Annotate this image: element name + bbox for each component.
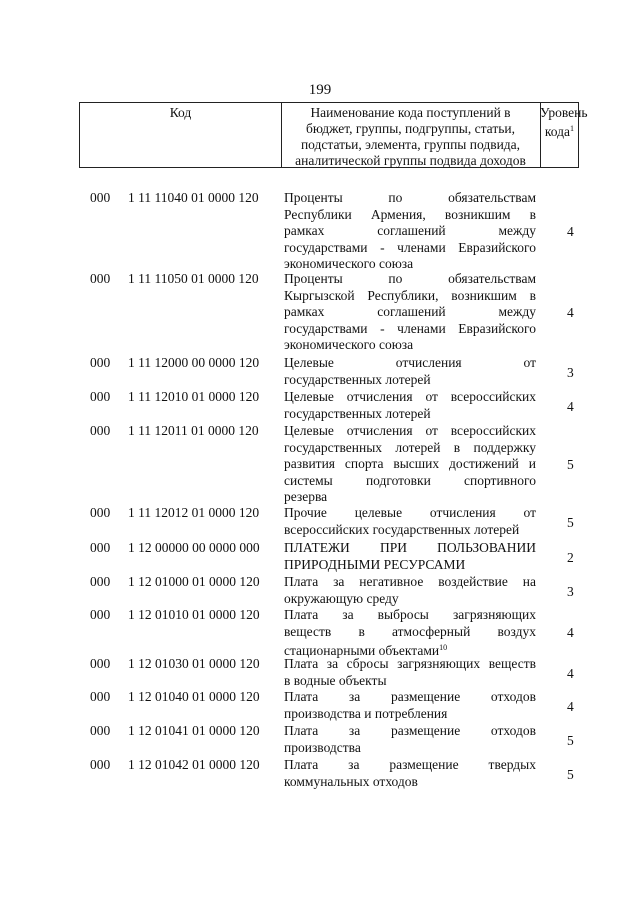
description-line-text: Плата за сбросы загрязняющих веществ [284, 656, 536, 671]
admin-code: 000 [90, 355, 111, 370]
description-line [284, 656, 536, 673]
header-name-line: аналитической группы подвида доходов [295, 153, 526, 168]
description-line-text: Прочие целевые отчисления от [284, 505, 536, 520]
description-line-text: экономического союза [284, 256, 414, 272]
code-description [284, 757, 536, 790]
description-line-text: государствами - членами Евразийского [284, 239, 536, 255]
budget-code: 1 12 01010 01 0000 120 [128, 607, 260, 622]
description-line-text: Плата за размещение отходов [284, 723, 536, 738]
description-line [284, 505, 536, 522]
description-line [284, 271, 536, 288]
description-line-text: Целевые отчисления от [284, 355, 536, 370]
code-level: 5 [567, 767, 574, 782]
description-line [284, 355, 536, 372]
description-line-text: ПЛАТЕЖИ ПРИ ПОЛЬЗОВАНИИ [284, 540, 536, 555]
code-level: 4 [567, 305, 574, 320]
description-line [284, 288, 536, 305]
budget-code: 1 12 01030 01 0000 120 [128, 656, 260, 671]
description-line-text: веществ в атмосферный воздух [284, 623, 536, 639]
admin-code: 000 [90, 723, 111, 738]
budget-code: 1 11 11050 01 0000 120 [128, 271, 259, 286]
code-description [284, 574, 536, 607]
description-line [284, 740, 536, 757]
code-level: 4 [567, 224, 574, 239]
code-description [284, 540, 536, 573]
description-line [284, 624, 536, 641]
code-description [284, 656, 536, 689]
description-line-text: развития спорта высших достижений и [284, 456, 536, 472]
description-line [284, 607, 536, 624]
description-line-text: всероссийских государственных лотерей [284, 521, 520, 537]
description-line-text: в водные объекты [284, 672, 387, 688]
description-line [284, 456, 536, 473]
header-name-label [281, 105, 540, 169]
admin-code: 000 [90, 757, 111, 772]
description-line-text: системы подготовки спортивного [284, 472, 536, 488]
table-header [79, 102, 588, 168]
header-name-line: Наименование кода поступлений в [310, 105, 511, 120]
description-line [284, 304, 536, 321]
budget-code: 1 11 12010 01 0000 120 [128, 389, 260, 404]
header-code-label: Код [169, 105, 192, 120]
admin-code: 000 [90, 656, 111, 671]
admin-code: 000 [90, 540, 111, 555]
code-level: 4 [567, 625, 574, 640]
description-line-text: Целевые отчисления от всероссийских [284, 389, 536, 404]
description-line-text: ПРИРОДНЫМИ РЕСУРСАМИ [284, 556, 466, 572]
description-line [284, 557, 536, 574]
description-line [284, 207, 536, 224]
header-level-word: кода [544, 124, 570, 139]
description-line-text: Целевые отчисления от всероссийских [284, 423, 536, 438]
description-line [284, 540, 536, 557]
description-line [284, 574, 536, 591]
description-line-text: государственных лотерей [284, 405, 431, 421]
description-line [284, 321, 536, 338]
header-name-column [281, 103, 541, 167]
description-line-text: Плата за негативное воздействие на [284, 574, 536, 589]
description-line-text: резерва [284, 489, 328, 505]
admin-code: 000 [90, 574, 111, 589]
description-line [284, 689, 536, 706]
code-level: 5 [567, 733, 574, 748]
description-line [284, 723, 536, 740]
description-line-text: Плата за размещение отходов [284, 689, 536, 704]
code-description [284, 389, 536, 422]
code-level: 4 [567, 699, 574, 714]
header-level-line: Уровень [540, 105, 588, 120]
header-level-line [540, 121, 574, 140]
description-line-text: Плата за выбросы загрязняющих [284, 607, 536, 622]
budget-code: 1 11 12012 01 0000 120 [128, 505, 260, 520]
description-line-text: Кыргызской Республики, возникшим в [284, 287, 536, 303]
description-line-text: производства [284, 739, 361, 755]
code-description [284, 190, 536, 273]
description-line [284, 240, 536, 257]
description-line-text: государственных лотерей [284, 371, 431, 387]
description-line-text: Проценты по обязательствам [284, 271, 536, 286]
code-description [284, 689, 536, 722]
description-line-text: стационарными объектами [284, 643, 440, 659]
code-description [284, 723, 536, 756]
description-line [284, 389, 536, 406]
footnote-marker: 10 [439, 643, 448, 653]
description-line-text: государственных лотерей в поддержку [284, 439, 536, 455]
description-line [284, 706, 536, 723]
header-code-column [80, 103, 282, 167]
description-line [284, 337, 536, 354]
description-line-text: Проценты по обязательствам [284, 190, 536, 205]
description-line [284, 440, 536, 457]
code-level: 3 [567, 584, 574, 599]
header-name-line: подстатьи, элемента, группы подвида, [300, 137, 521, 152]
code-level: 4 [567, 666, 574, 681]
code-description [284, 505, 536, 538]
budget-code: 1 12 01042 01 0000 120 [128, 757, 260, 772]
header-level-footnote: 1 [570, 124, 574, 133]
description-line [284, 757, 536, 774]
description-line-text: производства и потребления [284, 705, 448, 721]
admin-code: 000 [90, 689, 111, 704]
description-line [284, 774, 536, 791]
description-line-text: Республики Армения, возникшим в [284, 206, 536, 222]
description-line-text: Плата за размещение твердых [284, 757, 536, 772]
code-description [284, 607, 536, 660]
admin-code: 000 [90, 505, 111, 520]
header-level-column [540, 103, 588, 167]
budget-code: 1 11 11040 01 0000 120 [128, 190, 259, 205]
budget-code: 1 12 01000 01 0000 120 [128, 574, 260, 589]
description-line [284, 673, 536, 690]
admin-code: 000 [90, 190, 111, 205]
admin-code: 000 [90, 389, 111, 404]
description-line [284, 591, 536, 608]
description-line-text: коммунальных отходов [284, 773, 418, 789]
code-level: 3 [567, 365, 574, 380]
budget-code: 1 11 12000 00 0000 120 [128, 355, 260, 370]
description-line-text: рамках соглашений между [284, 304, 536, 320]
description-line [284, 372, 536, 389]
admin-code: 000 [90, 271, 111, 286]
description-line-text: окружающую среду [284, 590, 399, 606]
budget-code: 1 12 00000 00 0000 000 [128, 540, 260, 555]
code-level: 5 [567, 515, 574, 530]
budget-code: 1 11 12011 01 0000 120 [128, 423, 259, 438]
description-line-text: рамках соглашений между [284, 223, 536, 239]
code-level: 4 [567, 399, 574, 414]
description-line [284, 473, 536, 490]
code-description [284, 271, 536, 354]
description-line [284, 522, 536, 539]
code-level: 2 [567, 550, 574, 565]
code-description [284, 355, 536, 388]
description-line-text: экономического союза [284, 337, 414, 353]
code-level: 5 [567, 457, 574, 472]
budget-code: 1 12 01040 01 0000 120 [128, 689, 260, 704]
header-name-line: бюджет, группы, подгруппы, статьи, [306, 121, 515, 136]
description-line [284, 489, 536, 506]
description-line [284, 190, 536, 207]
description-line [284, 223, 536, 240]
page-number: 199 [308, 82, 332, 98]
description-line [284, 423, 536, 440]
description-line-text: государствами - членами Евразийского [284, 320, 536, 336]
budget-code: 1 12 01041 01 0000 120 [128, 723, 260, 738]
description-line [284, 406, 536, 423]
code-description [284, 423, 536, 506]
admin-code: 000 [90, 423, 111, 438]
admin-code: 000 [90, 607, 111, 622]
header-level-label [540, 105, 588, 140]
